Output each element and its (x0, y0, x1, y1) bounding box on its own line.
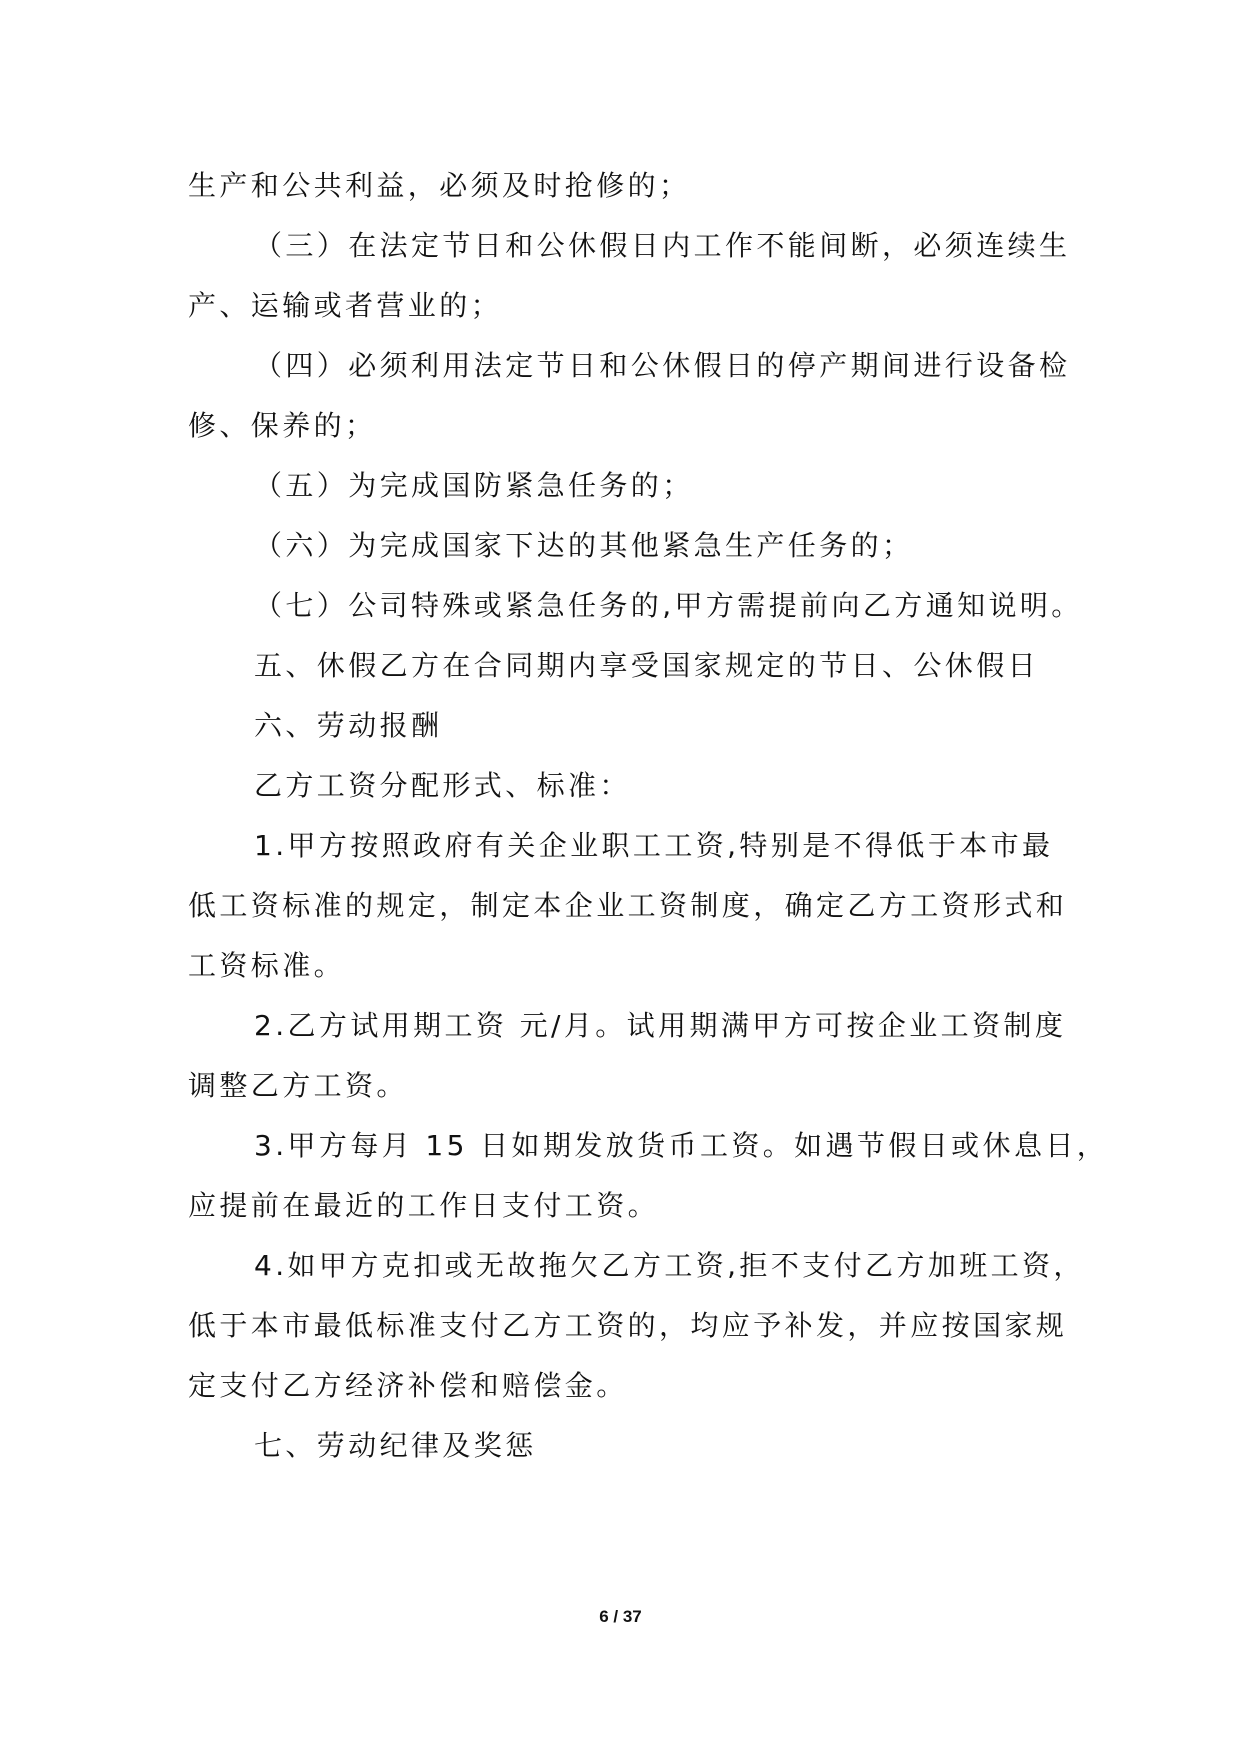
body-text-line: 3.甲方每月 15 日如期发放货币工资。如遇节假日或休息日， (254, 1129, 1109, 1162)
body-text-line: 低工资标准的规定，制定本企业工资制度，确定乙方工资形式和 (188, 889, 1068, 922)
body-text-line: 产、运输或者营业的； (188, 289, 503, 322)
body-text-line: 乙方工资分配形式、标准： (254, 769, 631, 802)
section-heading: 七、劳动纪律及奖惩 (254, 1429, 537, 1462)
body-text-line: 生产和公共利益，必须及时抢修的； (188, 169, 691, 202)
section-heading: 六、劳动报酬 (254, 709, 443, 742)
body-text-line: 低于本市最低标准支付乙方工资的，均应予补发，并应按国家规 (188, 1309, 1068, 1342)
body-text-line: 调整乙方工资。 (188, 1069, 408, 1102)
body-text-line: 工资标准。 (188, 949, 346, 982)
body-text-line: （六）为完成国家下达的其他紧急生产任务的； (254, 529, 914, 562)
body-text-line: 修、保养的； (188, 409, 377, 442)
body-text-line: （四）必须利用法定节日和公休假日的停产期间进行设备检 (254, 349, 1071, 382)
body-text-line: （五）为完成国防紧急任务的； (254, 469, 694, 502)
page-number: 6 / 37 (599, 1607, 642, 1626)
body-text-line: （七）公司特殊或紧急任务的,甲方需提前向乙方通知说明。 (254, 589, 1083, 622)
section-heading: 五、休假乙方在合同期内享受国家规定的节日、公休假日 (254, 649, 1040, 682)
body-text-line: 2.乙方试用期工资 元/月。试用期满甲方可按企业工资制度 (254, 1009, 1067, 1042)
body-text-line: 4.如甲方克扣或无故拖欠乙方工资,拒不支付乙方加班工资， (254, 1249, 1085, 1282)
body-text-line: 应提前在最近的工作日支付工资。 (188, 1189, 660, 1222)
body-text-line: （三）在法定节日和公休假日内工作不能间断，必须连续生 (254, 229, 1071, 262)
body-text-line: 1.甲方按照政府有关企业职工工资,特别是不得低于本市最 (254, 829, 1054, 862)
body-text-line: 定支付乙方经济补偿和赔偿金。 (188, 1369, 628, 1402)
